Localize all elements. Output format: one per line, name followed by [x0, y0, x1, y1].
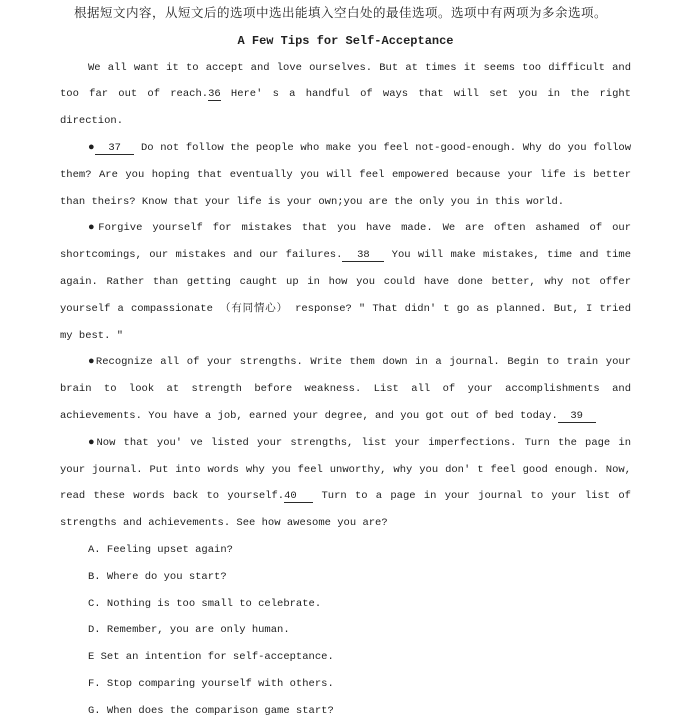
- option-G: G. When does the comparison game start?: [88, 704, 334, 717]
- passage-paragraph: [60, 349, 631, 429]
- passage-body: [60, 55, 631, 537]
- passage-text: Here' s a handful of ways that will set you in the right direction.: [60, 88, 631, 128]
- passage-text: We all want it to accept and love ourselves. But at times it seems too difficult and too far out of reach.: [60, 61, 631, 101]
- passage-text: Forgive yourself for mistakes that you have made. We are often ashamed of our shortcomings, our mistakes and our failures.: [60, 222, 631, 262]
- bullet-icon: ●: [88, 141, 95, 154]
- passage-paragraph: [60, 135, 631, 215]
- option-F: F. Stop comparing yourself with others.: [88, 677, 334, 690]
- passage-paragraph: [60, 215, 631, 349]
- options-list: [60, 537, 631, 725]
- passage-paragraph: [60, 55, 631, 135]
- option-E: E Set an intention for self-acceptance.: [88, 651, 334, 664]
- blank-37: 37: [94, 141, 135, 154]
- blank-36: 36: [208, 88, 221, 101]
- passage-text: Now that you' ve listed your strengths, list your imperfections. Turn the page in your journal. Put into words why you feel unworthy, why you don' t feel good enough. Now, read these words back to yourself.: [60, 436, 631, 503]
- blank-40: 40: [284, 490, 314, 503]
- passage-text: Do not follow the people who make you feel not-good-enough. Why do you follow them? Are you hoping that eventually you will feel empowered because your life is better than theirs? Know that your life is your own;you are the only you in this world.: [60, 141, 632, 208]
- passage-title: A Few Tips for Self-Acceptance: [237, 33, 454, 48]
- passage-text: You will make mistakes, time and time again. Rather than getting caught up in how you could have done better, why not offer yourself a compassionate （有同情心） response? " That didn' t go as planned. But, I tried my best. ": [60, 249, 631, 342]
- passage-text: Recognize all of your strengths. Write them down in a journal. Begin to train your brain to look at strength before weakness. List all of your accomplishments and achievements. You have a job, earned your degree, and you got out of bed today.: [60, 356, 631, 422]
- option-D: D. Remember, you are only human.: [88, 624, 290, 637]
- passage-paragraph: [60, 430, 631, 537]
- blank-38: 38: [342, 249, 385, 262]
- bullet-icon: ●: [88, 436, 97, 449]
- bullet-icon: ●: [88, 222, 99, 235]
- bullet-icon: ●: [88, 356, 96, 369]
- option-C: C. Nothing is too small to celebrate.: [88, 597, 322, 610]
- option-B: B. Where do you start?: [88, 570, 227, 583]
- passage-text: Turn to a page in your journal to your list of strengths and achievements. See how awesome you are?: [60, 490, 631, 530]
- blank-39: 39: [557, 409, 596, 422]
- instruction-text: 根据短文内容，从短文后的选项中选出能填入空白处的最佳选项。选项中有两项为多余选项。: [74, 7, 608, 21]
- option-A: A. Feeling upset again?: [88, 543, 233, 556]
